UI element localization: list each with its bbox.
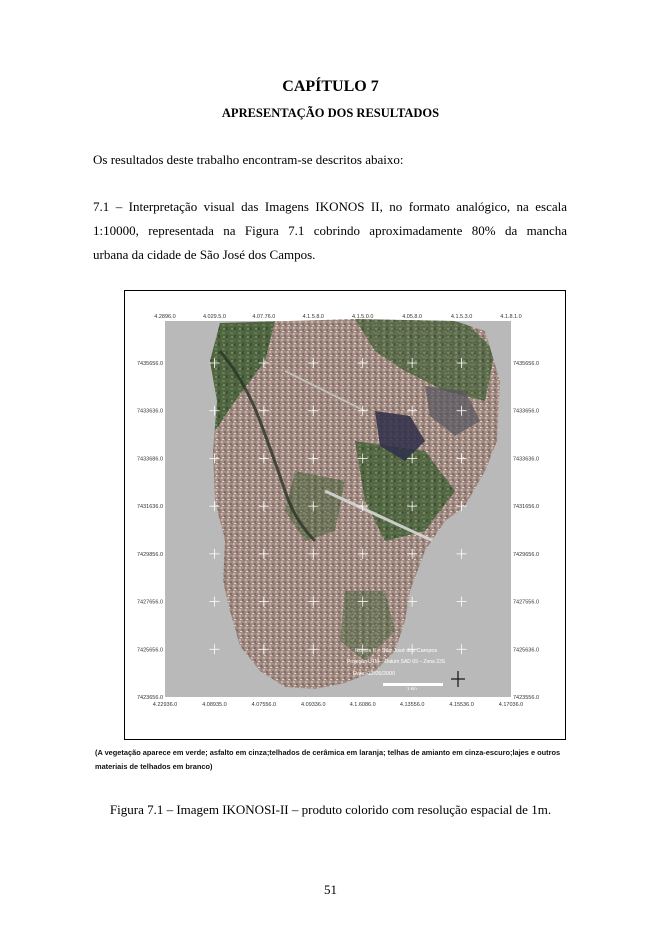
left-axis-label: 7427656.0: [137, 599, 163, 606]
figure-note-line: (A vegetação aparece em verde; asfalto em cinza;telhados de cerâmica em laranja; telhas de amianto em cinza-escuro;lajes e outros: [95, 748, 561, 757]
right-axis-label: 7427556.0: [513, 599, 539, 606]
figure-note: [95, 746, 570, 774]
left-axis-label: 7433636.0: [137, 408, 163, 415]
bottom-axis-label: 4.17036.0: [498, 702, 524, 708]
left-axis-label: 7429856.0: [137, 551, 163, 558]
top-axis-label: 4.1.5.3.0: [450, 314, 473, 320]
top-axis-labels: [154, 314, 521, 320]
left-axis-label: 7431636.0: [137, 504, 163, 511]
left-axis-labels: [137, 361, 163, 701]
top-axis-label: 4.1.8.1.0: [500, 314, 522, 320]
left-axis-label: 7433686.0: [137, 456, 163, 463]
paragraph-line: 1:10000, representada na Figura 7.1 cobrindo aproximadamente 80% da mancha: [93, 223, 567, 238]
top-axis-label: 4.1.5.8.0: [302, 314, 324, 320]
left-axis-label: 7435656.0: [137, 361, 163, 367]
scale-bar-label: 1 km: [407, 686, 417, 691]
right-axis-label: 7435656.0: [513, 361, 539, 367]
right-axis-label: 7433656.0: [513, 408, 539, 415]
top-axis-label: 4.029.5.0: [202, 314, 226, 320]
map-legend-line: Ikonos II – São José dos Campos: [355, 648, 438, 654]
bottom-axis-label: 4.1.6086.0: [349, 702, 376, 708]
paragraph-line: 7.1 – Interpretação visual das Imagens IKONOS II, no formato analógico, na escala: [93, 199, 567, 214]
top-axis-label: 4.07.76.0: [252, 314, 276, 320]
figure-note-line: materiais de telhados em branco): [95, 762, 213, 771]
top-axis-label: 4.2896.0: [154, 314, 176, 320]
right-axis-label: 7425636.0: [513, 647, 539, 654]
right-axis-labels: [513, 361, 539, 701]
satellite-map: [125, 291, 565, 739]
bottom-axis-label: 4.15536.0: [449, 702, 474, 708]
right-axis-label: 7433636.0: [513, 456, 539, 463]
map-legend-line: Projeção UTM – Datum SAD 69 – Zona 23S: [347, 659, 446, 665]
paragraph-line: urbana da cidade de São José dos Campos.: [93, 247, 316, 262]
top-axis-label: 4.05.8.0: [402, 314, 423, 320]
left-axis-label: 7423656.0: [137, 695, 163, 701]
chapter-title: CAPÍTULO 7: [282, 78, 379, 95]
map-legend-line: Data: 12/05/2000: [353, 671, 396, 677]
bottom-axis-label: 4.07556.0: [251, 702, 277, 708]
right-axis-label: 7423556.0: [513, 695, 539, 701]
intro-paragraph: Os resultados deste trabalho encontram-se descritos abaixo:: [93, 152, 404, 167]
chapter-subtitle: APRESENTAÇÃO DOS RESULTADOS: [221, 106, 440, 120]
top-axis-label: 4.1.5.0.0: [352, 314, 374, 320]
bottom-axis-label: 4.13556.0: [399, 702, 425, 708]
bottom-axis-labels: [153, 702, 523, 708]
bottom-axis-label: 4.09336.0: [301, 702, 326, 708]
satellite-map-figure: [124, 290, 566, 740]
right-axis-label: 7429656.0: [513, 551, 539, 558]
page-number: 51: [324, 882, 337, 897]
figure-caption: Figura 7.1 – Imagem IKONOSI-II – produto colorido com resolução espacial de 1m.: [109, 802, 552, 817]
left-axis-label: 7425656.0: [137, 647, 163, 654]
bottom-axis-label: 4.08935.0: [202, 702, 227, 708]
bottom-axis-label: 4.22936.0: [152, 702, 178, 708]
section-7-1-paragraph: [93, 195, 567, 267]
right-axis-label: 7431656.0: [513, 504, 539, 511]
